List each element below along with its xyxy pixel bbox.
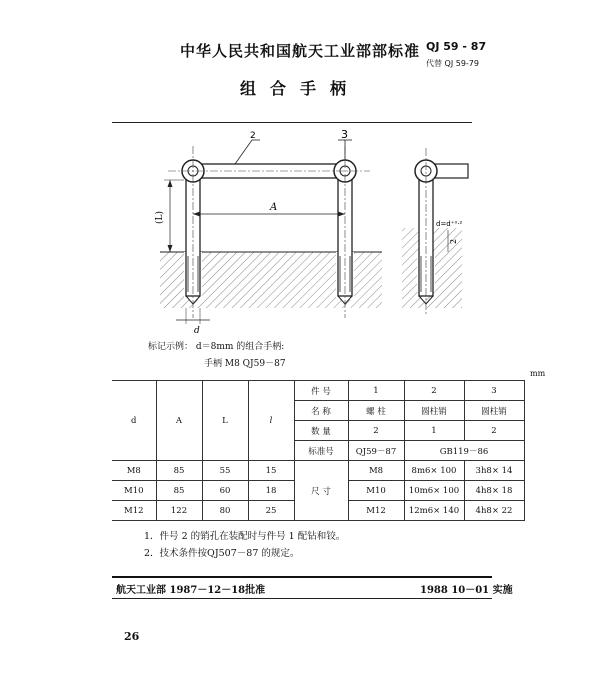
note-2: 2．技术条件按QJ507－87 的规定。 <box>144 548 300 559</box>
label-dim-a: A <box>270 202 278 213</box>
footer-rule-bottom <box>112 598 492 599</box>
cell-size-3: 4h8× 22 <box>464 501 524 521</box>
label-tolerance: d=d⁺⁰·² <box>436 220 463 228</box>
part-no-2: 2 <box>404 381 464 401</box>
part-qty-3: 2 <box>464 421 524 441</box>
unit-label: mm <box>530 369 546 378</box>
cell-d: M10 <box>112 481 156 501</box>
std-part-2-3: GB119－86 <box>404 441 524 461</box>
col-l-small-header: l <box>248 381 294 461</box>
cell-d: M12 <box>112 501 156 521</box>
label-dim-d: d <box>194 326 200 336</box>
cell-size-2: 10m6× 100 <box>404 481 464 501</box>
cell-size-3: 4h8× 18 <box>464 481 524 501</box>
row-part-label: 件 号 <box>294 381 348 401</box>
cell-size-2: 12m6× 140 <box>404 501 464 521</box>
label-part-3: 3 <box>341 128 348 141</box>
table-row <box>112 461 524 481</box>
cell-l: 60 <box>202 481 248 501</box>
cell-l-small: 25 <box>248 501 294 521</box>
effective-date: 1988 10－01 实施 <box>420 585 513 596</box>
row-std-label: 标准号 <box>294 441 348 461</box>
row-name-label: 名 称 <box>294 401 348 421</box>
col-a-header: A <box>156 381 202 461</box>
label-part-2: 2 <box>250 131 256 141</box>
standard-code: QJ 59 - 87 <box>426 40 487 53</box>
row-qty-label: 数 量 <box>294 421 348 441</box>
std-part-1: QJ59－87 <box>348 441 404 461</box>
spec-table <box>112 380 525 521</box>
cell-a: 85 <box>156 481 202 501</box>
label-dim-l: (L) <box>155 211 165 224</box>
header-rule <box>112 122 472 123</box>
standard-title: 中华人民共和国航天工业部部标准 <box>179 42 420 60</box>
part-qty-2: 1 <box>404 421 464 441</box>
cell-l-small: 18 <box>248 481 294 501</box>
cell-size-3: 3h8× 14 <box>464 461 524 481</box>
cell-size-1: M10 <box>348 481 404 501</box>
label-dim-2: 2 <box>449 238 458 244</box>
cell-l-small: 15 <box>248 461 294 481</box>
part-name-2: 圆柱销 <box>404 401 464 421</box>
cell-size-1: M12 <box>348 501 404 521</box>
row-size-label: 尺 寸 <box>294 461 348 521</box>
col-l-header: L <box>202 381 248 461</box>
part-qty-1: 2 <box>348 421 404 441</box>
cell-size-1: M8 <box>348 461 404 481</box>
cell-a: 122 <box>156 501 202 521</box>
page-number: 26 <box>124 630 140 643</box>
technical-drawing <box>140 128 480 340</box>
marking-example-value: 手柄 M8 QJ59－87 <box>204 359 286 369</box>
cell-a: 85 <box>156 461 202 481</box>
col-d-header: d <box>112 381 156 461</box>
cell-d: M8 <box>112 461 156 481</box>
part-no-1: 1 <box>348 381 404 401</box>
part-name-1: 螺 柱 <box>348 401 404 421</box>
part-name: 组合手柄 <box>239 79 360 98</box>
cell-l: 55 <box>202 461 248 481</box>
cell-size-2: 8m6× 100 <box>404 461 464 481</box>
part-name-3: 圆柱销 <box>464 401 524 421</box>
cell-l: 80 <box>202 501 248 521</box>
approval-date: 航天工业部 1987－12－18批准 <box>116 585 266 596</box>
part-no-3: 3 <box>464 381 524 401</box>
marking-example-label: 标记示例： d＝8mm 的组合手柄: <box>148 342 285 352</box>
replaces-note: 代替 QJ 59-79 <box>426 59 479 68</box>
note-1: 1．件号 2 的销孔在装配时与件号 1 配钻和铰。 <box>144 531 346 542</box>
footer-rule <box>112 576 492 578</box>
